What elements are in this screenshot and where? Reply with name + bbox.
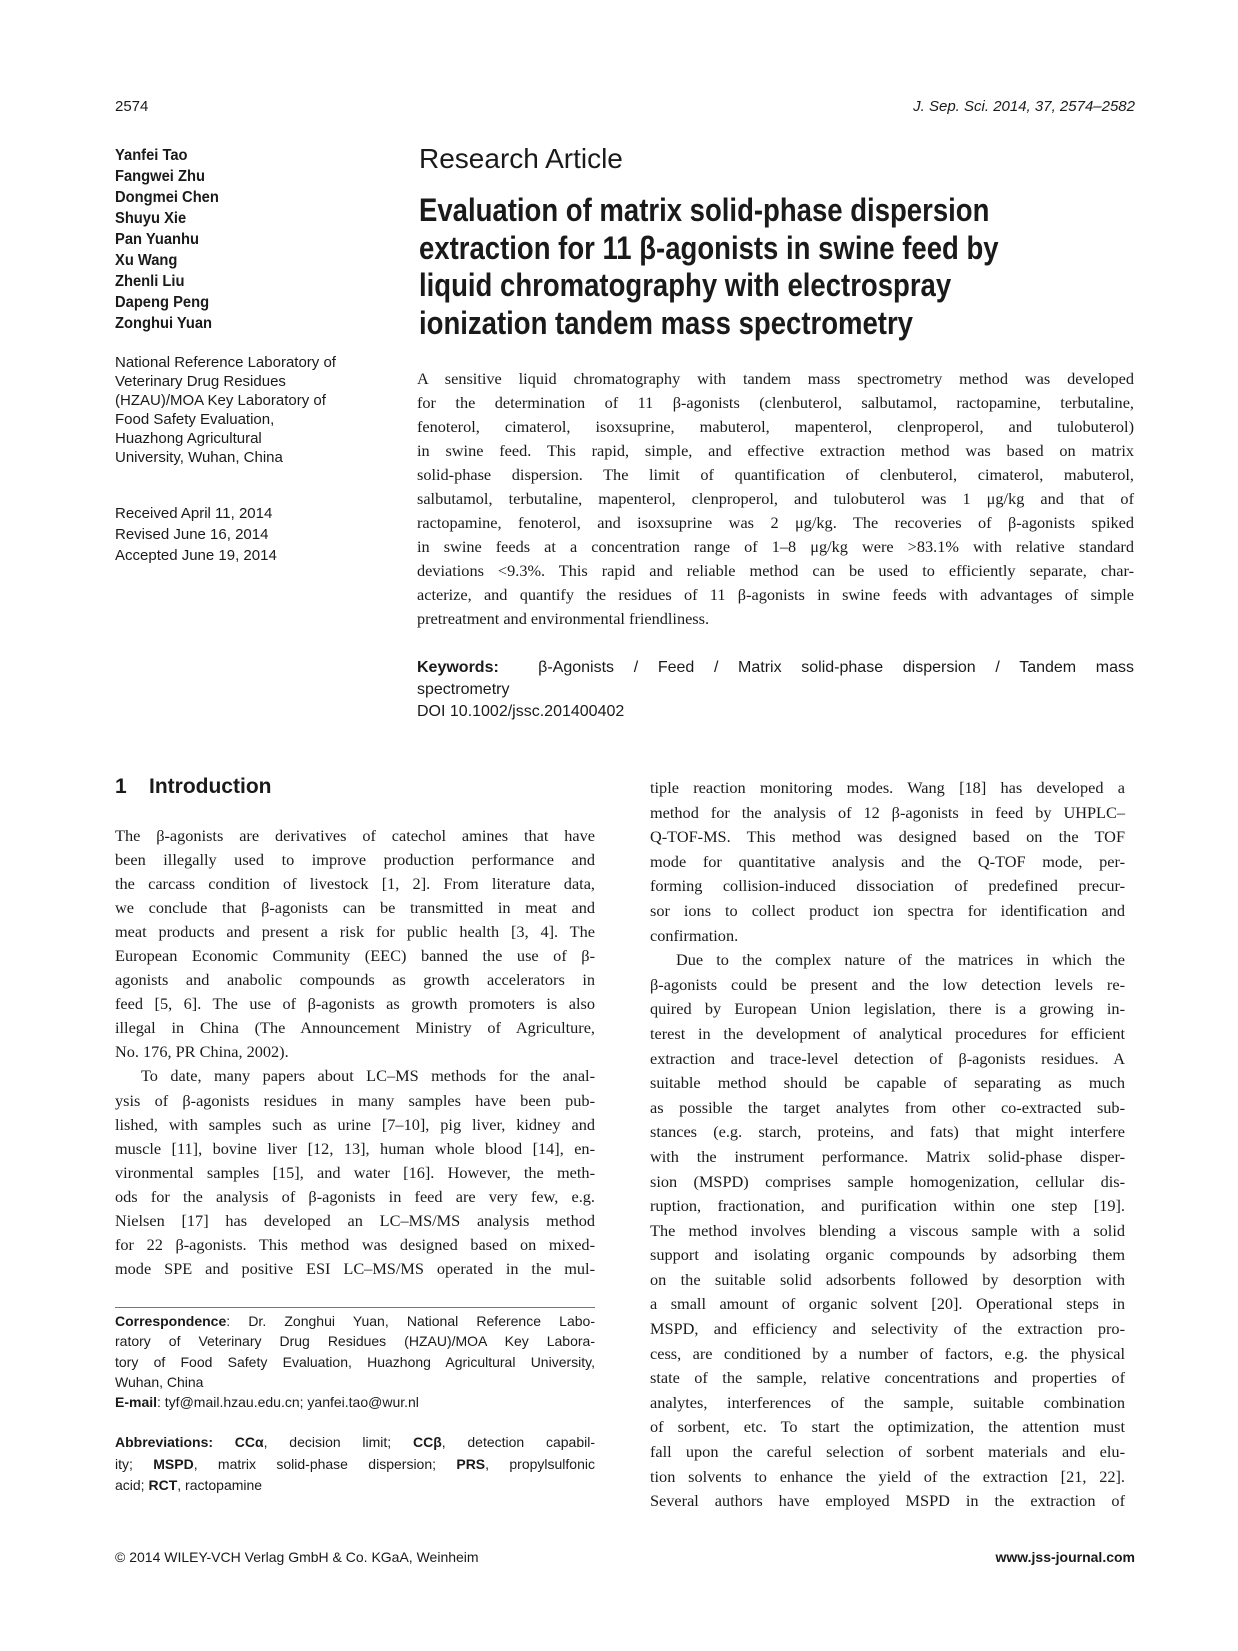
right-column-body [650,776,1125,1514]
abbreviation-definition: , ractopamine [177,1477,263,1493]
text-line: state of the sample, relative concentrations and properties of [650,1368,1125,1388]
title-line: ionization tandem mass spectrometry [419,304,913,341]
abstract-line: A sensitive liquid chromatography with tandem mass spectrometry method was developed [417,369,1134,388]
section-heading [115,775,271,799]
text-line: suitable method should be capable of separating as much [650,1073,1125,1093]
abstract-line: acterize, and quantify the residues of 11 β-agonists in swine feeds with advantages of simple [417,585,1134,604]
abstract-line: deviations <9.3%. This rapid and reliable method can be used to efficiently separate, char- [417,561,1134,580]
abbreviation-term: RCT [148,1477,178,1493]
text-line: confirmation. [650,925,739,945]
text-line: for 22 β-agonists. This method was designed based on mixed- [115,1234,595,1254]
text-line: terest in the development of analytical procedures for efficient [650,1023,1125,1043]
text-line: analytes, interferences of the sample, suitable combination [650,1392,1125,1412]
abbreviation-definition: , decision limit; [263,1434,413,1450]
abstract-line: pretreatment and environmental friendliness. [417,609,710,628]
title-line: liquid chromatography with electrospray [419,267,952,303]
text-line: we conclude that β-agonists can be transmitted in meat and [115,898,595,918]
author-name: Zonghui Yuan [115,315,213,332]
abbreviation-definition: , propylsulfonic [485,1455,595,1472]
text-line: stances (e.g. starch, proteins, and fats) that might interfere [650,1122,1125,1142]
abbreviation-definition: acid; [115,1477,149,1493]
text-line: meat products and present a risk for public health [3, 4]. The [115,922,595,942]
text-line: method for the analysis of 12 β-agonists in feed by UHPLC– [650,802,1125,822]
text-line: forming collision-induced dissociation of predefined precur- [650,876,1125,896]
correspondence-line: Wuhan, China [115,1373,204,1390]
keywords-list: β-Agonists / Feed / Matrix solid-phase dispersion / Tandem mass [538,659,1135,676]
text-line: a small amount of organic solvent [20]. Operational steps in [650,1294,1125,1314]
text-line: sor ions to collect product ion spectra for identification and [650,900,1125,920]
article-dates [115,503,277,566]
text-line: ruption, fractionation, and purification within one step [19]. [650,1196,1125,1216]
text-line: To date, many papers about LC–MS methods for the anal- [141,1066,595,1086]
abstract-line: ractopamine, fenoterol, and isoxsuprine was 2 μg/kg. The recoveries of β-agonists spiked [417,513,1134,532]
text-line: ysis of β-agonists residues in many samples have been pub- [115,1090,595,1110]
affiliation-line: Huazhong Agricultural [115,430,262,447]
correspondence-line: ratory of Veterinary Drug Residues (HZAU)/MOA Key Labora- [115,1333,595,1350]
abstract-line: solid-phase dispersion. The limit of quantification of clenbuterol, cimaterol, mabuterol, [417,465,1134,484]
author-name: Xu Wang [115,252,178,269]
abbreviations-line [115,1454,595,1476]
affiliation-line: Veterinary Drug Residues [115,373,286,390]
text-line: The method involves blending a viscous sample with a solid [650,1220,1125,1240]
text-line: agonists and anabolic compounds as growth accelerators in [115,970,595,990]
title-line: extraction for 11 β-agonists in swine feed by [419,229,999,266]
text-line: Nielsen [17] has developed an LC–MS/MS analysis method [115,1210,595,1230]
text-line: extraction and trace-level detection of β-agonists residues. A [650,1048,1125,1068]
email-line [115,1392,595,1412]
keywords [417,657,1134,723]
abstract-line: for the determination of 11 β-agonists (clenbuterol, salbutamol, ractopamine, terbutaline, [417,393,1134,412]
author-name: Dapeng Peng [115,294,210,311]
text-line: Q-TOF-MS. This method was designed based on the TOF [650,827,1125,847]
text-line: as possible the target analytes from other co-extracted sub- [650,1097,1125,1117]
email-label: E-mail [115,1394,158,1411]
text-line: mode SPE and positive ESI LC–MS/MS operated in the mul- [115,1258,595,1278]
text-line: cess, are conditioned by a number of factors, e.g. the physical [650,1343,1125,1363]
correspondence-label: Correspondence [115,1313,227,1329]
abbreviation-term: PRS [456,1455,486,1472]
correspondence-line: tory of Food Safety Evaluation, Huazhong Agricultural University, [115,1353,595,1370]
text-line: fall upon the careful selection of sorbent materials and elu- [650,1442,1125,1462]
correspondence-note [115,1311,595,1412]
journal-reference: J. Sep. Sci. 2014, 37, 2574–2582 [913,98,1135,115]
abstract-line: in swine feed. This rapid, simple, and effective extraction method was based on matrix [417,441,1134,460]
date-line: Accepted June 19, 2014 [115,547,277,564]
abstract-line: in swine feeds at a concentration range of 1–8 μg/kg were >83.1% with relative standard [417,537,1134,556]
text-line: The β-agonists are derivatives of catechol amines that have [115,826,595,845]
abstract-line: fenoterol, cimaterol, isoxsuprine, mabuterol, mapenterol, clenproperol, and tulobuterol) [417,417,1134,436]
email-address[interactable]: : tyf@mail.hzau.edu.cn; yanfei.tao@wur.nl [157,1394,419,1411]
text-line: lished, with samples such as urine [7–10], pig liver, kidney and [115,1114,595,1134]
text-line: European Economic Community (EEC) banned the use of β- [115,946,595,966]
copyright: © 2014 WILEY-VCH Verlag GmbH & Co. KGaA, Weinheim [115,1549,479,1565]
text-line: tion solvents to enhance the yield of the extraction [21, 22]. [650,1466,1125,1486]
author-list [115,145,228,334]
text-line: tiple reaction monitoring modes. Wang [18] has developed a [650,778,1125,797]
paragraph [650,776,1125,948]
abbreviation-term: CCα [234,1434,264,1450]
abbreviations-label: Abbreviations: [115,1434,214,1450]
abbreviation-definition: , detection capabil- [441,1434,596,1450]
journal-website-link[interactable]: www.jss-journal.com [995,1549,1135,1565]
text-line: vironmental samples [15], and water [16]. However, the meth- [115,1162,595,1182]
text-line: muscle [11], bovine liver [12, 13], human whole blood [14], en- [115,1138,595,1158]
author-name: Zhenli Liu [115,273,185,290]
keywords-label: Keywords: [417,659,499,676]
left-column-body [115,824,595,1281]
paragraph [115,1064,595,1280]
author-name: Dongmei Chen [115,189,219,206]
text-line: support and isolating organic compounds by adsorbing them [650,1245,1125,1265]
abstract [417,367,1134,631]
page-number: 2574 [115,98,149,115]
text-line: sion (MSPD) comprises sample homogenization, cellular dis- [650,1171,1125,1191]
doi[interactable]: DOI 10.1002/jssc.201400402 [417,703,625,720]
abbreviations-line [115,1432,595,1454]
date-line: Revised June 16, 2014 [115,526,269,543]
text-line: the carcass condition of livestock [1, 2]. From literature data, [115,874,595,894]
affiliation-line: National Reference Laboratory of [115,354,336,371]
abbreviation-term: CCβ [412,1434,442,1450]
section-number: 1 [115,775,127,798]
correspondence-line [115,1311,595,1331]
text-line: MSPD, and efficiency and selectivity of the extraction pro- [650,1319,1125,1339]
author-name: Pan Yuanhu [115,231,199,248]
text-line: ods for the analysis of β-agonists in feed are very few, e.g. [115,1186,595,1206]
text-line: on the suitable solid adsorbents followed by desorption with [650,1269,1125,1289]
author-name: Fangwei Zhu [115,168,205,185]
article-type: Research Article [419,143,623,174]
paragraph [115,824,595,1064]
text-line: illegal in China (The Announcement Ministry of Agriculture, [115,1018,595,1038]
text-line: feed [5, 6]. The use of β-agonists as growth promoters is also [115,994,595,1014]
abbreviations-note [115,1432,595,1497]
affiliation-line: University, Wuhan, China [115,449,283,466]
affiliation-line: Food Safety Evaluation, [115,411,275,428]
author-name: Yanfei Tao [115,147,188,164]
abbreviations-line [115,1475,595,1497]
abbreviation-definition: , matrix solid-phase dispersion; [193,1455,457,1472]
footnote-divider [115,1307,595,1308]
text-line: Due to the complex nature of the matrices in which the [676,950,1125,970]
text-line: No. 176, PR China, 2002). [115,1042,289,1062]
keywords-list-cont: spectrometry [417,681,510,698]
text-line: quired by European Union legislation, there is a growing in- [650,999,1125,1019]
text-line: with the instrument performance. Matrix solid-phase disper- [650,1146,1125,1166]
abbreviation-term: MSPD [153,1455,194,1472]
article-title [419,192,1093,342]
correspondence-text: : Dr. Zonghui Yuan, National Reference Labo- [226,1313,595,1329]
paragraph [650,948,1125,1514]
text-line: β-agonists could be present and the low detection levels re- [650,974,1125,994]
text-line: of sorbent, etc. To start the optimization, the attention must [650,1417,1125,1437]
author-name: Shuyu Xie [115,210,187,227]
affiliation [115,353,395,467]
text-line: been illegally used to improve production performance and [115,850,595,870]
abbreviation-definition: ity; [115,1455,154,1472]
affiliation-line: (HZAU)/MOA Key Laboratory of [115,392,326,409]
date-line: Received April 11, 2014 [115,505,273,522]
abstract-line: salbutamol, terbutaline, mapenterol, clenproperol, and tulobuterol was 1 μg/kg and that of [417,489,1134,508]
text-line: Several authors have employed MSPD in the extraction of [650,1491,1125,1511]
section-title: Introduction [149,775,272,798]
text-line: mode for quantitative analysis and the Q-TOF mode, per- [650,851,1125,871]
title-line: Evaluation of matrix solid-phase dispersion [419,192,990,228]
